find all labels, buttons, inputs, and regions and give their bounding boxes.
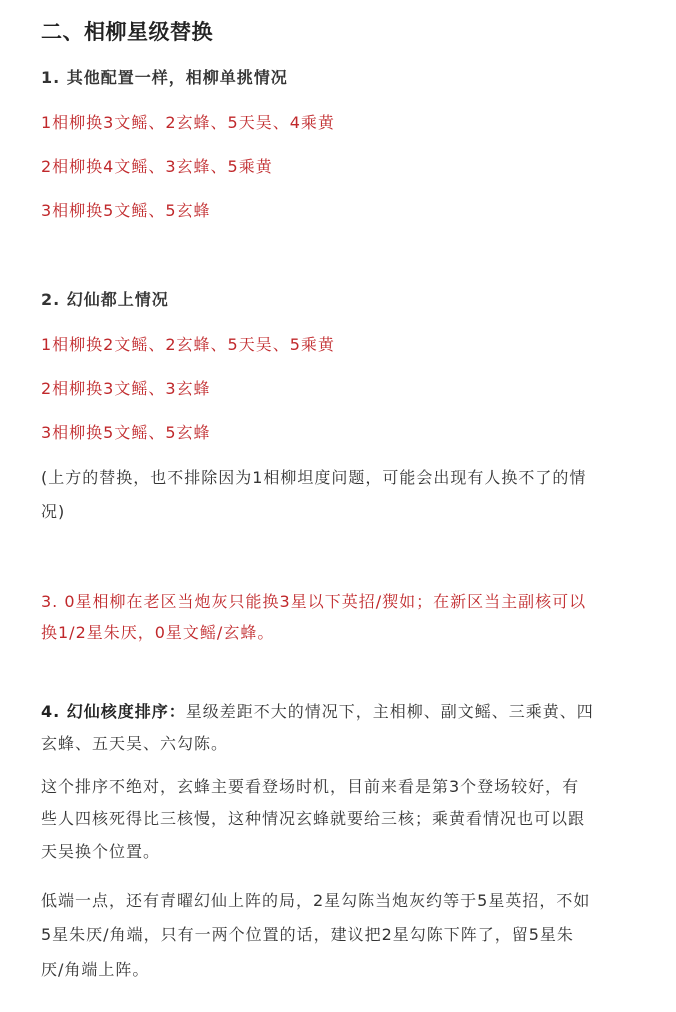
part1-item-3: 3相柳换5文鳐、5玄蜂 <box>41 201 211 220</box>
part1-item-2: 2相柳换4文鳐、3玄蜂、5乘黄 <box>41 157 273 176</box>
part2-note-line-2: 况) <box>41 502 66 521</box>
part4-para2-line-3: 天吴换个位置。 <box>41 842 161 861</box>
part4-para2-line-1: 这个排序不绝对，玄蜂主要看登场时机，目前来看是第3个登场较好，有 <box>41 777 580 796</box>
part4-line-1-rest: 星级差距不大的情况下，主相柳、副文鳐、三乘黄、四 <box>185 702 594 721</box>
part2-heading: 2. 幻仙都上情况 <box>41 290 169 309</box>
part4-line-2: 玄蜂、五天吴、六勾陈。 <box>41 734 229 753</box>
part2-item-3: 3相柳换5文鳐、5玄蜂 <box>41 423 211 442</box>
part4-line-1 <box>41 697 594 727</box>
part4-para3-line-1: 低端一点，还有青曜幻仙上阵的局，2星勾陈当炮灰约等于5星英招，不如 <box>41 891 591 910</box>
part3-line-1: 3. 0星相柳在老区当炮灰只能换3星以下英招/猰如；在新区当主副核可以 <box>41 592 587 611</box>
part4-para3-line-2: 5星朱厌/角端，只有一两个位置的话，建议把2星勾陈下阵了，留5星朱 <box>41 925 574 944</box>
part3-line-2: 换1/2星朱厌，0星文鳐/玄蜂。 <box>41 623 275 642</box>
part1-heading: 1. 其他配置一样，相柳单挑情况 <box>41 68 288 87</box>
part4-para2-line-2: 些人四核死得比三核慢，这种情况玄蜂就要给三核；乘黄看情况也可以跟 <box>41 809 586 828</box>
part2-item-2: 2相柳换3文鳐、3玄蜂 <box>41 379 211 398</box>
part2-note-line-1: (上方的替换，也不排除因为1相柳坦度问题，可能会出现有人换不了的情 <box>41 468 587 487</box>
part4-para3-line-3: 厌/角端上阵。 <box>41 960 150 979</box>
section-title: 二、相柳星级替换 <box>41 20 213 44</box>
part2-item-1: 1相柳换2文鳐、2玄蜂、5天吴、5乘黄 <box>41 335 335 354</box>
part1-item-1: 1相柳换3文鳐、2玄蜂、5天吴、4乘黄 <box>41 113 335 132</box>
part4-label: 4. 幻仙核度排序： <box>41 702 186 721</box>
